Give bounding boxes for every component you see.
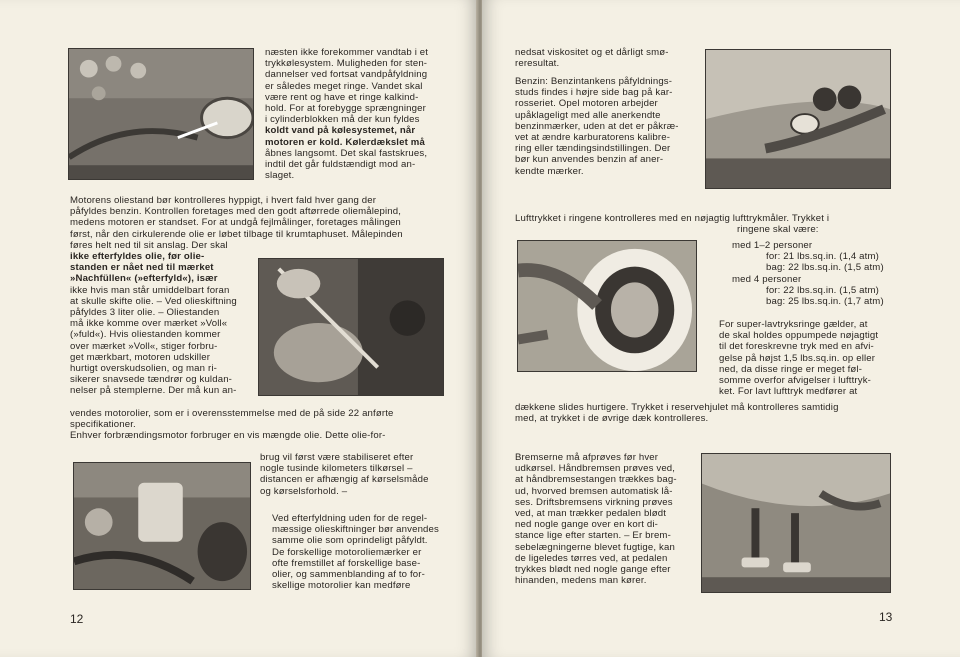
text-line: hinanden, medens man kører. [515,575,647,587]
text-line: med, at trykket i de øvrige dæk kontrolleres. [515,413,709,425]
tyre-table-row: for: 21 lbs.sq.in. (1,4 atm) [766,251,879,263]
page-number: 12 [70,612,84,626]
text-line: ofte fremstillet af forskellige base- [272,557,421,569]
text-line: ikke efterfyldes olie, før olie- [70,251,205,262]
fuel-filler-photo [705,49,891,189]
text-line: dækkene slides hurtigere. Trykket i reservehjulet må kontrolleres samtidig [515,402,839,413]
oil-refill-photo [73,462,251,590]
text-line: Benzin: Benzintankens påfyldnings- [515,76,673,87]
refill-note-text [272,513,439,591]
text-line: koldt vand på kølesystemet, når [265,125,416,137]
text-line: først, når den cirkulerende olie er løbet tilbage til krumtaphuset. Målepinden [70,228,403,240]
spare-tyre-text [515,402,839,424]
text-line: udkørsel. Håndbremsen prøves ved, [515,463,676,475]
tyre-gauge-photo [517,240,697,372]
text-line: rosseriet. Opel motoren arbejder [515,98,658,110]
tyre-table-row: bag: 25 lbs.sq.in. (1,7 atm) [766,296,884,308]
text-line: sebelægningerne blevet fugtige, kan [515,541,675,553]
text-line: get mærkbart, motoren udskiller [70,351,211,363]
fuel-text [515,76,679,177]
text-line: ringene skal være: [737,224,819,236]
tyre-pressure-heading [515,213,829,235]
text-line: at skulle skifte olie. – Ved olieskiftning [70,295,237,307]
refill-text [70,251,237,397]
tyre-table-row: bag: 22 lbs.sq.in. (1,5 atm) [766,262,884,274]
oil-spec-text [70,408,394,442]
text-line: påfyldes 3 liter olie. – Oliestanden [70,307,220,319]
text-line: trykkes blødt ned nogle gange efter [515,564,671,576]
text-line: Bremserne må afprøves før hver [515,452,659,463]
cooling-text [265,47,428,181]
text-line: slaget. [265,170,295,182]
text-line: brug vil først være stabiliseret efter [260,452,414,463]
tyre-table-row: for: 22 lbs.sq.in. (1,5 atm) [766,284,879,296]
text-line: hurtigt overskudsolien, og man ri- [70,363,217,375]
text-line: olier, og sammenblanding af to for- [272,569,425,581]
text-line: Ved efterfyldning uden for de regel- [272,513,428,524]
tyre-table-row: med 1–2 personer [732,240,813,251]
right-page [482,0,960,657]
text-line: For super-lavtryksringe gælder, at [719,319,868,330]
text-line: upåklageligt med alle anerkendte [515,109,661,121]
text-line: de skal holdes oppumpede nøjagtigt [719,330,879,342]
tyre-table-row: med 4 personer [732,273,802,285]
text-line: og kørselsforhold. – [260,485,348,497]
tyre-pressure-table [732,240,884,307]
text-line: skellige motorolier kan medføre [272,580,411,592]
text-line: benzinmærker, uden at det er påkræ- [515,120,679,132]
text-line: reresultat. [515,58,560,70]
text-line: somme overfor afvigelser i lufttryk- [719,375,872,387]
text-line: vet at ændre karburatorens kalibre- [515,132,671,144]
text-line: indtil det går fuldstændigt mod an- [265,159,416,171]
text-line: »Nachfüllen« (»efterfyld«), især [70,273,218,285]
text-line: samme olie som oprindeligt påfyldt. [272,535,428,547]
text-line: motoren er kold. Kølerdækslet må [265,136,425,148]
oil-level-text [70,195,403,251]
text-line: studs findes i højre side bag på kar- [515,87,673,99]
text-line: ses. Driftsbremsens virkning prøves [515,496,673,508]
text-line: ud, hvorved bremsen automatisk lå- [515,485,673,497]
text-line: trykkølesystem. Muligheden for sten- [265,58,428,70]
text-line: åbnes langsomt. Det skal fastskrues, [265,147,428,159]
text-line: De forskellige motoroliemærker er [272,546,422,558]
consumption-text [260,452,429,497]
text-line: vendes motorolier, som er i overensstemmelse med de på side 22 anførte [70,408,394,419]
text-line: ikke hvis man står umiddelbart foran [70,284,230,296]
text-line: nelser på stemplerne. Der må kun an- [70,385,237,397]
text-line: føres helt ned til sit anslag. Der skal [70,239,228,251]
tyre-note-text [719,319,878,397]
text-line: Enhver forbrændingsmotor forbruger en vis mængde olie. Dette olie-for- [70,430,386,442]
text-line: må ikke komme over mærket »Voll« [70,318,228,330]
text-line: stance lige efter starten. – Er brem- [515,530,671,542]
text-line: Lufttrykket i ringene kontrolleres med en nøjagtig lufttrykmåler. Trykket i [515,213,830,224]
viscosity-text [515,47,669,69]
text-line: næsten ikke forekommer vandtab i et [265,47,429,58]
text-line: distancen er afhængig af kørselsmåde [260,474,429,486]
brake-pedals-photo [701,453,891,593]
text-line: i cylinderblokken må der kun fyldes [265,114,420,126]
text-line: dannelser ved fortsat vandpåfyldning [265,69,428,81]
text-line: ned nogle gange over en kort di- [515,519,658,531]
text-line: bør kun anvendes benzin af aner- [515,154,664,166]
text-line: ket. For lavt lufttryk medfører at [719,386,858,398]
text-line: medens motoren er standset. For at undgå fejlmålinger, foretages målingen [70,217,401,229]
dipstick-photo [258,258,444,396]
page-number: 13 [879,610,893,624]
text-line: hold. For at forebygge sprængninger [265,103,426,115]
text-line: nogle tusinde kilometers tilkørsel – [260,463,413,475]
text-line: nedsat viskositet og et dårligt smø- [515,47,669,58]
text-line: de ligeledes tørres ved, at pedalen [515,552,668,564]
text-line: Motorens oliestand bør kontrolleres hyppigt, i hvert fald hver gang der [70,195,377,206]
text-line: at håndbremsestangen trækkes bag- [515,474,677,486]
text-line: være rent og have et ringe kalkind- [265,91,419,103]
text-line: specifikationer. [70,419,136,431]
text-line: kendte mærker. [515,165,584,177]
text-line: ved, at man trækker pedalen blødt [515,508,667,520]
text-line: gelse på højst 1,5 lbs.sq.in. op eller [719,352,876,364]
text-line: til det foreskrevne tryk med en afvi- [719,341,874,353]
text-line: ring eller tændingsindstillingen. Der [515,143,671,155]
radiator-cap-photo [68,48,254,180]
text-line: påfyldes benzin. Kontrollen foretages med den godt aftørrede oliemålepind, [70,206,402,218]
text-line: standen er nået ned til mærket [70,262,214,274]
text-line: er således meget ringe. Vandet skal [265,80,423,92]
brakes-text [515,452,677,586]
text-line: over mærket »Voll«, stiger forbru- [70,340,218,352]
left-page [0,0,478,657]
text-line: mæssige olieskiftninger bør anvendes [272,524,439,536]
text-line: (»fuld«). Hvis oliestanden kommer [70,329,221,341]
text-line: ned, da disse ringe er meget føl- [719,363,863,375]
text-line: sikerer snavsede tændrør og kuldan- [70,374,233,386]
